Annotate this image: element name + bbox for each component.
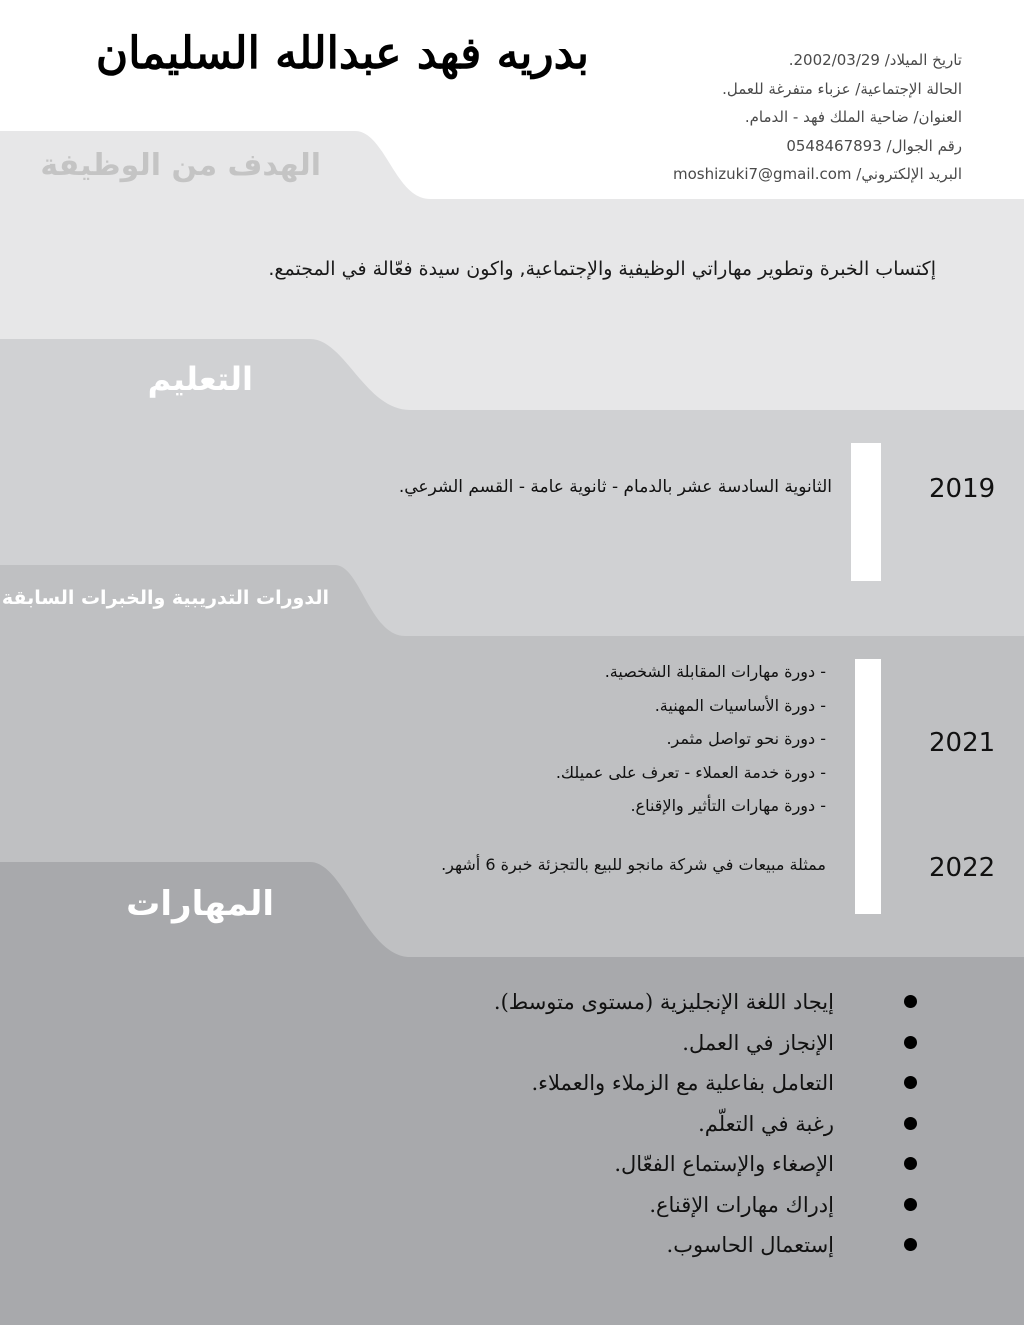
bullet-icon <box>904 1036 917 1049</box>
bullet-icon <box>904 1157 917 1170</box>
bullet-icon <box>904 1117 917 1130</box>
list-item: - دورة الأساسيات المهنية. <box>654 695 826 715</box>
birth-date: تاريخ الميلاد/ 2002/03/29. <box>788 51 962 69</box>
skills-list <box>494 982 834 1266</box>
list-item <box>494 1104 834 1145</box>
skill-text: رغبة في التعلّم. <box>698 1111 834 1136</box>
experience-year: 2022 <box>929 853 996 883</box>
skill-text: إيجاد اللغة الإنجليزية (مستوى متوسط). <box>493 990 834 1014</box>
skill-text: التعامل بفاعلية مع الزملاء والعملاء. <box>531 1071 834 1095</box>
objective-text: إكتساب الخبرة وتطوير مهاراتي الوظيفية والإجتماعية, واكون سيدة فعّالة في المجتمع. <box>268 258 936 280</box>
objective-title: الهدف من الوظيفة <box>40 148 321 183</box>
skill-text: إدراك مهارات الإقناع. <box>649 1192 834 1217</box>
address: العنوان/ ضاحية الملك فهد - الدمام. <box>744 108 962 126</box>
education-text: الثانوية السادسة عشر بالدمام - ثانوية عامة - القسم الشرعي. <box>398 477 832 497</box>
education-divider <box>851 443 881 581</box>
experience-text: ممثلة مبيعات في شركة مانجو للبيع بالتجزئة خبرة 6 أشهر. <box>441 855 826 874</box>
list-item <box>494 1023 834 1064</box>
bullet-icon <box>904 1198 917 1211</box>
courses-year: 2021 <box>929 728 996 758</box>
list-item: - دورة نحو تواصل مثمر. <box>666 729 826 748</box>
list-item: - دورة مهارات التأثير والإقناع. <box>630 796 826 815</box>
courses-title: الدورات التدريبية والخبرات السابقة <box>1 587 329 609</box>
list-item <box>494 1144 834 1185</box>
skill-text: إستعمال الحاسوب. <box>666 1233 834 1257</box>
personal-info <box>673 46 962 189</box>
skills-title: المهارات <box>126 884 274 924</box>
skill-text: الإنجاز في العمل. <box>682 1030 834 1055</box>
full-name: بدريه فهد عبدالله السليمان <box>95 28 589 79</box>
marital-status: الحالة الإجتماعية/ عزباء متفرغة للعمل. <box>722 79 962 98</box>
list-item <box>494 1225 834 1266</box>
skill-text: الإصغاء والإستماع الفعّال. <box>614 1152 834 1176</box>
list-item <box>494 1185 834 1226</box>
list-item <box>494 982 834 1023</box>
list-item <box>494 1063 834 1104</box>
education-title: التعليم <box>147 360 253 398</box>
phone-number: رقم الجوال/ 0548467893 <box>786 136 962 155</box>
bullet-icon <box>904 995 917 1008</box>
list-item: - دورة مهارات المقابلة الشخصية. <box>604 662 826 681</box>
courses-list <box>556 655 826 823</box>
email-address: البريد الإلكتروني/ moshizuki7@gmail.com <box>672 165 962 183</box>
bullet-icon <box>904 1076 917 1089</box>
courses-divider <box>855 659 881 914</box>
bullet-icon <box>904 1238 917 1251</box>
education-year: 2019 <box>929 474 996 504</box>
list-item: - دورة خدمة العملاء - تعرف على عميلك. <box>555 762 826 782</box>
